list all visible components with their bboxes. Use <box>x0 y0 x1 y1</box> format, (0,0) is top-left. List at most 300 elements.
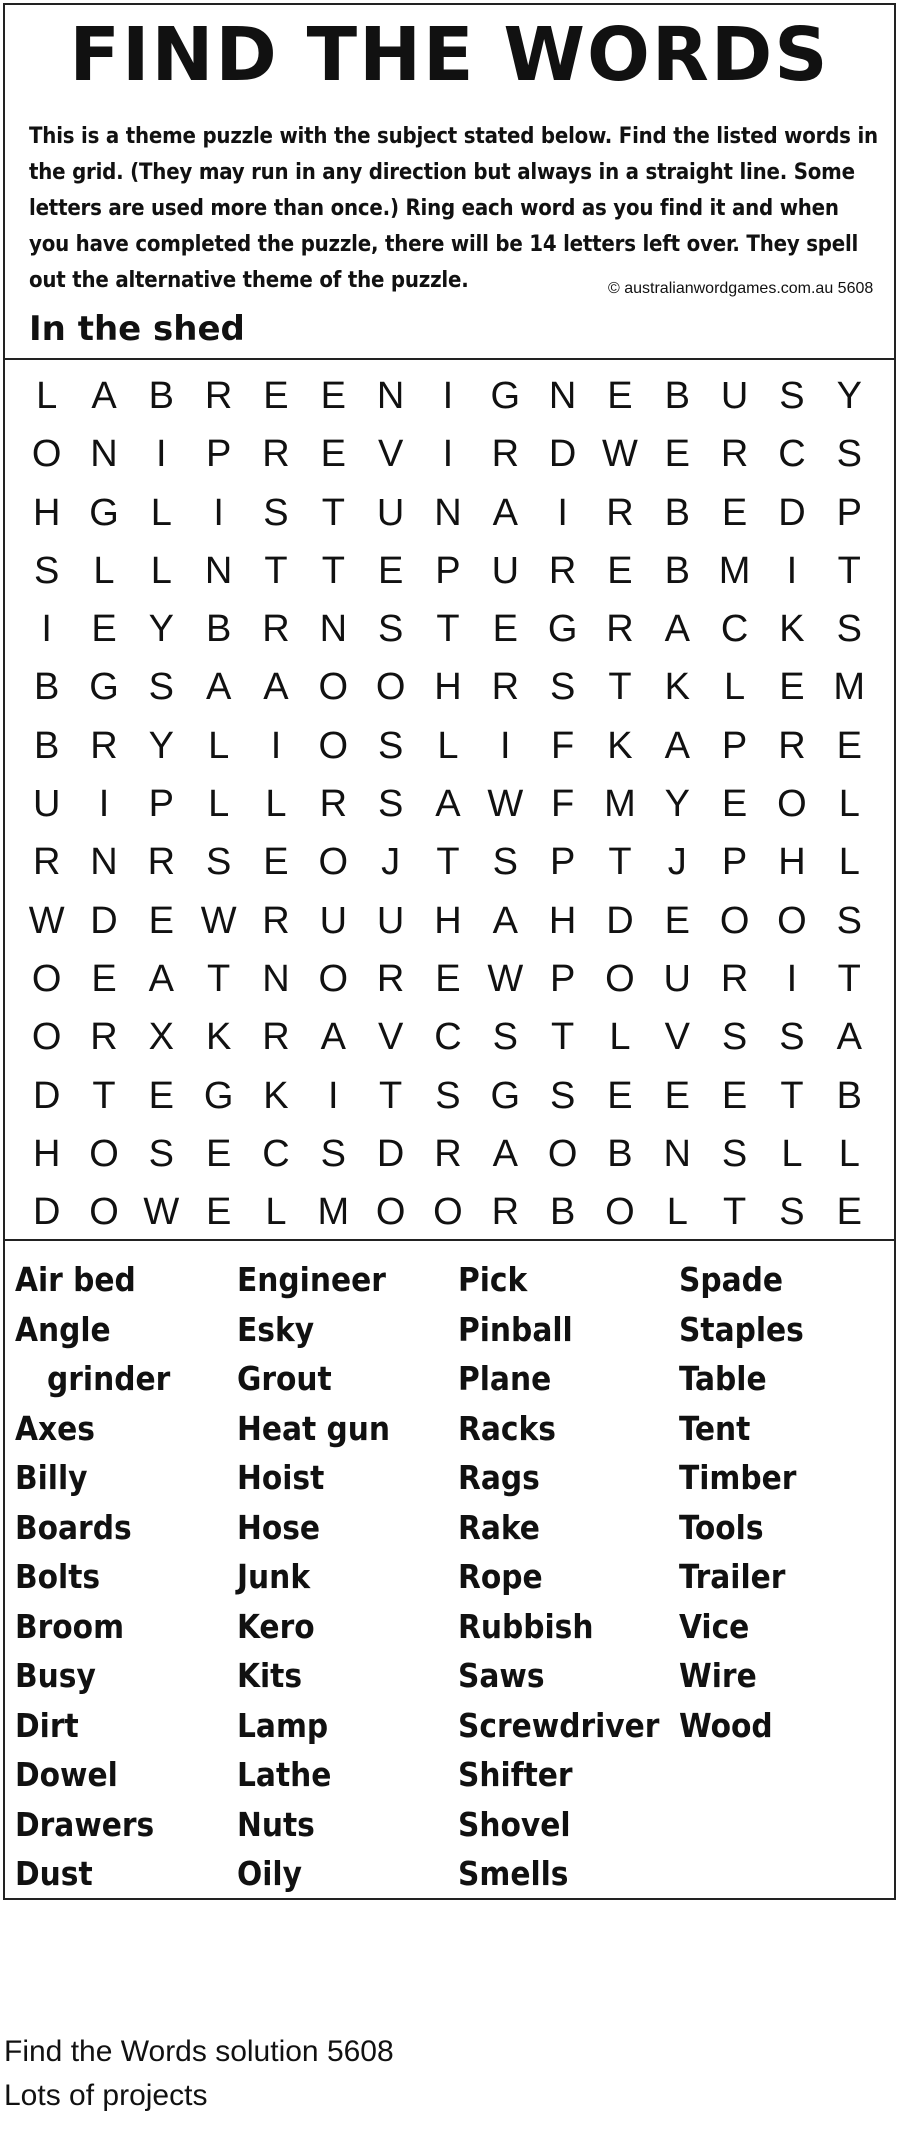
grid-cell[interactable]: B <box>549 1191 576 1234</box>
word-list-item: Esky <box>237 1309 315 1349</box>
grid-cell[interactable]: W <box>143 1191 180 1234</box>
grid-cell[interactable]: E <box>263 375 289 417</box>
grid-cell[interactable]: L <box>724 666 746 709</box>
grid-cell[interactable]: O <box>31 433 62 476</box>
grid-cell[interactable]: M <box>604 783 636 826</box>
grid-cell[interactable]: O <box>89 1191 119 1234</box>
grid-cell[interactable]: L <box>838 1132 860 1175</box>
grid-cell[interactable]: B <box>664 549 690 592</box>
grid-cell[interactable]: P <box>148 783 174 826</box>
grid-cell[interactable]: Y <box>148 608 174 651</box>
grid-cell[interactable]: A <box>664 608 690 651</box>
credit-text: © australianwordgames.com.au 5608 <box>608 280 874 297</box>
grid-cell[interactable]: I <box>786 549 798 592</box>
grid-cell[interactable]: L <box>838 841 860 884</box>
grid-cell[interactable]: W <box>28 899 65 942</box>
grid-cell[interactable]: E <box>148 899 174 942</box>
word-list-item: Screwdriver <box>458 1705 660 1745</box>
grid-cell[interactable]: F <box>551 724 575 767</box>
grid-cell[interactable]: U <box>376 491 405 534</box>
grid-cell[interactable]: B <box>664 375 690 417</box>
grid-row <box>18 717 878 775</box>
grid-row <box>18 1183 878 1241</box>
grid-cell[interactable]: E <box>607 1074 633 1117</box>
word-list-item: Lathe <box>237 1755 332 1794</box>
grid-cell[interactable]: N <box>262 957 290 1000</box>
grid-cell[interactable]: W <box>487 783 524 826</box>
word-list-item: Tent <box>679 1408 751 1448</box>
grid-cell[interactable]: P <box>549 957 576 1000</box>
grid-cell[interactable]: I <box>41 608 52 651</box>
grid-cell[interactable]: B <box>664 491 690 534</box>
grid-cell[interactable]: T <box>780 1074 804 1117</box>
grid-cell[interactable]: R <box>90 724 118 767</box>
grid-cell[interactable]: C <box>262 1132 290 1175</box>
grid-cell[interactable]: S <box>721 1132 748 1175</box>
grid-cell[interactable]: E <box>148 1074 174 1117</box>
grid-cell[interactable]: L <box>609 1016 631 1059</box>
grid-cell[interactable]: E <box>836 1191 862 1234</box>
grid-cell[interactable]: S <box>263 491 289 534</box>
grid-cell[interactable]: O <box>605 1191 635 1234</box>
grid-cell[interactable]: R <box>32 841 61 884</box>
grid-cell[interactable]: T <box>92 1074 116 1117</box>
word-list-item: Rake <box>458 1507 540 1547</box>
grid-cell[interactable]: L <box>265 1191 287 1234</box>
grid-cell[interactable]: O <box>605 957 635 1000</box>
grid-cell[interactable]: R <box>491 666 520 709</box>
puzzle-frame <box>3 3 896 1900</box>
grid-cell[interactable]: E <box>263 841 289 884</box>
grid-cell[interactable]: A <box>492 491 518 534</box>
grid-cell[interactable]: T <box>436 841 460 884</box>
grid-cell[interactable]: L <box>437 724 459 767</box>
grid-cell[interactable]: E <box>664 899 690 942</box>
grid-cell[interactable]: B <box>148 375 174 417</box>
grid-cell[interactable]: Y <box>836 375 862 417</box>
grid-cell[interactable]: E <box>435 957 461 1000</box>
word-list-item: Nuts <box>237 1804 315 1844</box>
grid-cell[interactable]: R <box>778 724 806 767</box>
word-list-item: Rubbish <box>458 1606 594 1646</box>
grid-cell[interactable]: A <box>91 375 117 417</box>
grid-cell[interactable]: J <box>667 841 687 884</box>
grid-cell[interactable]: R <box>548 549 577 592</box>
word-list-item: Timber <box>679 1458 797 1497</box>
grid-cell[interactable]: I <box>328 1074 339 1117</box>
grid-cell[interactable]: O <box>375 666 406 709</box>
grid-cell[interactable]: R <box>434 1132 462 1175</box>
grid-cell[interactable]: D <box>606 899 634 942</box>
grid-cell[interactable]: K <box>607 724 633 767</box>
word-list-item: Grout <box>237 1359 332 1398</box>
grid-cell[interactable]: E <box>377 549 404 592</box>
word-list-item: Air bed <box>15 1260 136 1299</box>
grid-cell[interactable]: T <box>837 549 861 592</box>
grid-cell[interactable]: O <box>31 957 62 1000</box>
grid-cell[interactable]: T <box>551 1016 575 1059</box>
grid-cell[interactable]: H <box>32 491 61 534</box>
grid-cell[interactable]: N <box>434 491 462 534</box>
grid-cell[interactable]: L <box>265 783 287 826</box>
grid-cell[interactable]: L <box>36 375 58 417</box>
grid-cell[interactable]: H <box>434 666 462 709</box>
word-list-item: Table <box>679 1359 767 1398</box>
grid-cell[interactable]: N <box>548 375 577 417</box>
grid-cell[interactable]: V <box>377 433 404 476</box>
grid-cell[interactable]: C <box>720 608 749 651</box>
grid-cell[interactable]: D <box>90 899 118 942</box>
word-list-item: Hoist <box>237 1458 325 1497</box>
grid-cell[interactable]: T <box>207 957 231 1000</box>
grid-cell[interactable]: A <box>836 1016 862 1059</box>
grid-cell[interactable]: K <box>664 666 690 709</box>
grid-cell[interactable]: N <box>204 549 233 592</box>
grid-cell[interactable]: B <box>205 608 232 651</box>
word-list-item: Vice <box>679 1606 750 1646</box>
grid-cell[interactable]: O <box>318 666 349 709</box>
grid-cell[interactable]: L <box>208 783 230 826</box>
grid-row <box>18 950 878 1008</box>
word-list-item: Dowel <box>15 1755 118 1794</box>
grid-cell[interactable]: E <box>205 1191 232 1234</box>
grid-cell[interactable]: Y <box>664 783 690 826</box>
grid-cell[interactable]: I <box>156 433 167 476</box>
grid-cell[interactable]: T <box>264 549 288 592</box>
grid-cell[interactable]: P <box>549 841 576 884</box>
grid-cell[interactable]: T <box>436 608 460 651</box>
grid-cell[interactable]: D <box>376 1132 405 1175</box>
grid-cell[interactable]: F <box>551 783 575 826</box>
grid-row <box>18 775 878 833</box>
word-list-item: Broom <box>15 1606 125 1646</box>
theme-heading: In the shed <box>29 309 245 349</box>
grid-cell[interactable]: R <box>720 433 749 476</box>
grid-cell[interactable]: E <box>205 1132 232 1175</box>
grid-cell[interactable]: P <box>721 841 748 884</box>
grid-cell[interactable]: S <box>779 375 805 417</box>
grid-cell[interactable]: T <box>321 491 345 534</box>
grid-cell[interactable]: A <box>492 899 518 942</box>
grid-cell[interactable]: T <box>321 549 345 592</box>
grid-cell[interactable]: O <box>433 1191 463 1234</box>
grid-cell[interactable]: E <box>664 1074 690 1117</box>
grid-cell[interactable]: D <box>32 1191 61 1234</box>
grid-row <box>18 425 878 483</box>
word-list-item: Busy <box>15 1656 96 1695</box>
grid-cell[interactable]: U <box>319 899 348 942</box>
word-list-item: Tools <box>679 1507 764 1547</box>
word-list-item: Angle <box>15 1309 111 1349</box>
grid-cell[interactable]: A <box>148 957 174 1000</box>
grid-cell[interactable]: D <box>778 491 806 534</box>
grid-cell[interactable]: B <box>33 666 60 709</box>
grid-row <box>18 833 878 891</box>
grid-cell[interactable]: G <box>547 608 578 651</box>
grid-cell[interactable]: E <box>721 783 748 826</box>
word-list-item: Plane <box>458 1359 552 1398</box>
grid-cell[interactable]: N <box>319 608 348 651</box>
grid-row <box>18 600 878 658</box>
grid-cell[interactable]: E <box>492 608 518 651</box>
grid-cell[interactable]: U <box>376 899 405 942</box>
grid-cell[interactable]: S <box>549 1074 576 1117</box>
word-list-item: Kits <box>237 1656 303 1695</box>
grid-cell[interactable]: G <box>490 375 521 417</box>
word-column <box>15 1255 170 1899</box>
grid-cell[interactable]: P <box>435 549 461 592</box>
grid-cell[interactable]: T <box>722 1191 747 1234</box>
grid-cell[interactable]: T <box>379 1074 403 1117</box>
grid-cell[interactable]: E <box>607 375 633 417</box>
grid-cell[interactable]: R <box>262 608 290 651</box>
grid-cell[interactable]: S <box>148 666 174 709</box>
word-list-item: Staples <box>679 1309 804 1349</box>
grid-cell[interactable]: B <box>33 724 60 767</box>
word-list-item: Drawers <box>15 1804 155 1844</box>
grid-cell[interactable]: E <box>91 608 117 651</box>
grid-cell[interactable]: R <box>491 1191 520 1234</box>
grid-cell[interactable]: P <box>205 433 232 476</box>
grid-cell[interactable]: K <box>205 1016 232 1059</box>
grid-cell[interactable]: E <box>607 549 633 592</box>
grid-cell[interactable]: W <box>487 957 524 1000</box>
grid-cell[interactable]: A <box>492 1132 518 1175</box>
grid-cell[interactable]: L <box>208 724 230 767</box>
grid-cell[interactable]: J <box>381 841 401 884</box>
grid-cell[interactable]: L <box>838 783 860 826</box>
word-list-item: Shovel <box>458 1804 571 1844</box>
grid-cell[interactable]: S <box>320 1132 346 1175</box>
solution-title: Find the Words solution 5608 <box>4 2035 394 2068</box>
grid-cell[interactable]: T <box>837 957 861 1000</box>
grid-cell[interactable]: S <box>377 783 404 826</box>
grid-cell[interactable]: I <box>270 724 282 767</box>
grid-cell[interactable]: I <box>786 957 798 1000</box>
grid-row <box>18 1067 878 1125</box>
word-list-item: Racks <box>458 1408 556 1448</box>
grid-cell[interactable]: M <box>833 666 866 709</box>
grid-cell[interactable]: O <box>777 783 807 826</box>
grid-cell[interactable]: A <box>435 783 461 826</box>
grid-row <box>18 542 878 600</box>
grid-cell[interactable]: S <box>148 1132 174 1175</box>
grid-cell[interactable]: S <box>205 841 232 884</box>
word-list-item: Engineer <box>237 1260 386 1299</box>
grid-cell[interactable]: I <box>213 491 224 534</box>
grid-cell[interactable]: S <box>492 841 518 884</box>
word-list-item: Dust <box>15 1854 93 1893</box>
word-list-item: Axes <box>15 1408 95 1448</box>
word-list-item: Oily <box>237 1854 302 1893</box>
grid-cell[interactable]: P <box>836 491 862 534</box>
grid-cell[interactable]: D <box>548 433 577 476</box>
grid-cell[interactable]: I <box>557 491 568 534</box>
grid-cell[interactable]: N <box>376 375 405 417</box>
word-list-item: Heat gun <box>237 1408 391 1448</box>
grid-cell[interactable]: N <box>90 433 118 476</box>
grid-row <box>18 367 878 425</box>
grid-cell[interactable]: S <box>377 724 404 767</box>
word-list-item: Rope <box>458 1557 543 1596</box>
solution-text: Lots of projects <box>4 2079 208 2112</box>
grid-cell[interactable]: O <box>777 899 807 942</box>
grid-cell[interactable]: G <box>490 1074 521 1117</box>
grid-row <box>18 658 878 716</box>
word-list-item: Pick <box>458 1260 528 1299</box>
grid-cell[interactable]: E <box>91 957 117 1000</box>
grid-cell[interactable]: N <box>663 1132 691 1175</box>
grid-cell[interactable]: I <box>442 375 454 417</box>
instructions-text: This is a theme puzzle with the subject stated below. Find the listed words in the grid. (They may run in any direction but always in a straight line. Some letters are used more than once.) Ring each word as you find it and when you have completed the puzzle, there will be 14 letters left over. They spell out the alternative theme of the puzzle. <box>29 124 878 293</box>
grid-cell[interactable]: E <box>721 1074 748 1117</box>
grid-cell[interactable]: K <box>779 608 805 651</box>
grid-cell[interactable]: R <box>204 375 233 417</box>
grid-cell[interactable]: A <box>320 1016 346 1059</box>
grid-cell[interactable]: E <box>836 724 862 767</box>
grid-cell[interactable]: R <box>262 1016 290 1059</box>
grid-cell[interactable]: T <box>608 841 632 884</box>
grid-cell[interactable]: L <box>666 1191 688 1234</box>
grid-cell[interactable]: S <box>33 549 60 592</box>
word-column <box>237 1255 390 1899</box>
grid-cell[interactable]: R <box>606 491 634 534</box>
grid-cell[interactable]: O <box>719 899 750 942</box>
grid-cell[interactable]: X <box>148 1016 174 1059</box>
word-list-item: Wood <box>679 1705 773 1745</box>
grid-cell[interactable]: O <box>318 957 349 1000</box>
word-list-item: Rags <box>458 1458 540 1497</box>
word-list-item: Kero <box>237 1606 315 1646</box>
word-column <box>679 1255 804 1750</box>
grid-cell[interactable]: P <box>721 724 748 767</box>
grid-cell[interactable]: M <box>317 1191 350 1234</box>
word-list-item: Trailer <box>679 1557 786 1596</box>
grid-cell[interactable]: A <box>263 666 289 709</box>
grid-cell[interactable]: N <box>90 841 118 884</box>
grid-cell[interactable]: R <box>606 608 634 651</box>
grid-cell[interactable]: S <box>779 1191 805 1234</box>
grid-cell[interactable]: K <box>263 1074 289 1117</box>
grid-cell[interactable]: R <box>376 957 405 1000</box>
word-column <box>458 1255 659 1899</box>
grid-cell[interactable]: S <box>721 1016 748 1059</box>
grid-cell[interactable]: R <box>720 957 749 1000</box>
grid-cell[interactable]: R <box>262 433 290 476</box>
word-list-item: Boards <box>15 1507 132 1547</box>
word-list-item: Spade <box>679 1260 784 1299</box>
grid-cell[interactable]: I <box>98 783 110 826</box>
grid-cell[interactable]: Y <box>148 724 174 767</box>
grid-cell[interactable]: H <box>434 899 462 942</box>
grid-row <box>18 1008 878 1066</box>
grid-cell[interactable]: S <box>549 666 576 709</box>
grid-cell[interactable]: U <box>32 783 61 826</box>
grid-cell[interactable]: R <box>262 899 290 942</box>
grid-cell[interactable]: A <box>205 666 232 709</box>
page-title: FIND THE WORDS <box>69 12 830 98</box>
puzzle-header <box>5 5 894 360</box>
word-list-item: Dirt <box>15 1705 79 1745</box>
grid-row <box>18 484 878 542</box>
grid-cell[interactable]: W <box>200 899 237 942</box>
grid-cell[interactable]: H <box>32 1132 61 1175</box>
grid-cell[interactable]: E <box>779 666 805 709</box>
grid-cell[interactable]: E <box>320 433 346 476</box>
word-list-item: Billy <box>15 1458 88 1497</box>
grid-cell[interactable]: S <box>836 608 862 651</box>
grid-row <box>18 1125 878 1183</box>
letter-grid <box>18 367 878 1241</box>
grid-cell[interactable]: I <box>442 433 454 476</box>
grid-cell[interactable]: L <box>150 549 172 592</box>
word-list-item: Junk <box>237 1557 311 1596</box>
grid-cell[interactable]: O <box>547 1132 578 1175</box>
grid-cell[interactable]: B <box>607 1132 633 1175</box>
grid-cell[interactable]: O <box>31 1016 62 1059</box>
grid-cell[interactable]: T <box>608 666 632 709</box>
grid-cell[interactable]: R <box>90 1016 118 1059</box>
grid-cell[interactable]: U <box>663 957 691 1000</box>
word-list-item: Smells <box>458 1854 569 1893</box>
grid-cell[interactable]: A <box>664 724 690 767</box>
grid-cell[interactable]: S <box>836 433 862 476</box>
solution-block <box>4 2030 394 2118</box>
grid-cell[interactable]: V <box>664 1016 690 1059</box>
grid-cell[interactable]: W <box>602 433 638 476</box>
grid-cell[interactable]: B <box>836 1074 862 1117</box>
grid-cell[interactable]: S <box>377 608 404 651</box>
grid-cell[interactable]: H <box>778 841 806 884</box>
word-list <box>5 1239 894 1900</box>
grid-cell[interactable]: S <box>779 1016 805 1059</box>
grid-cell[interactable]: R <box>147 841 176 884</box>
grid-cell[interactable]: D <box>32 1074 61 1117</box>
grid-cell[interactable]: V <box>377 1016 404 1059</box>
grid-cell[interactable]: S <box>836 899 862 942</box>
grid-cell[interactable]: O <box>89 1132 119 1175</box>
grid-cell[interactable]: L <box>781 1132 803 1175</box>
grid-cell[interactable]: C <box>778 433 806 476</box>
grid-cell[interactable]: R <box>319 783 348 826</box>
grid-cell[interactable]: E <box>664 433 690 476</box>
word-list-item: Bolts <box>15 1557 101 1596</box>
grid-cell[interactable]: S <box>492 1016 518 1059</box>
grid-cell[interactable]: S <box>435 1074 461 1117</box>
word-list-item: Hose <box>237 1507 321 1547</box>
grid-cell[interactable]: O <box>375 1191 406 1234</box>
grid-cell[interactable]: I <box>500 724 511 767</box>
grid-cell[interactable]: G <box>89 666 119 709</box>
grid-cell[interactable]: R <box>491 433 520 476</box>
grid-cell[interactable]: O <box>318 724 349 767</box>
grid-cell[interactable]: U <box>491 549 520 592</box>
grid-cell[interactable]: E <box>721 491 748 534</box>
word-list-item: grinder <box>47 1359 171 1398</box>
grid-cell[interactable]: O <box>318 841 349 884</box>
grid-cell[interactable]: G <box>203 1074 234 1117</box>
grid-cell[interactable]: L <box>150 491 172 534</box>
grid-cell[interactable]: M <box>718 549 751 592</box>
grid-cell[interactable]: E <box>320 375 346 417</box>
grid-cell[interactable]: L <box>93 549 115 592</box>
grid-cell[interactable]: U <box>720 375 749 417</box>
word-list-item: Lamp <box>237 1705 329 1745</box>
grid-cell[interactable]: C <box>434 1016 462 1059</box>
grid-cell[interactable]: G <box>89 491 119 534</box>
grid-row <box>18 892 878 950</box>
grid-cell[interactable]: H <box>548 899 577 942</box>
